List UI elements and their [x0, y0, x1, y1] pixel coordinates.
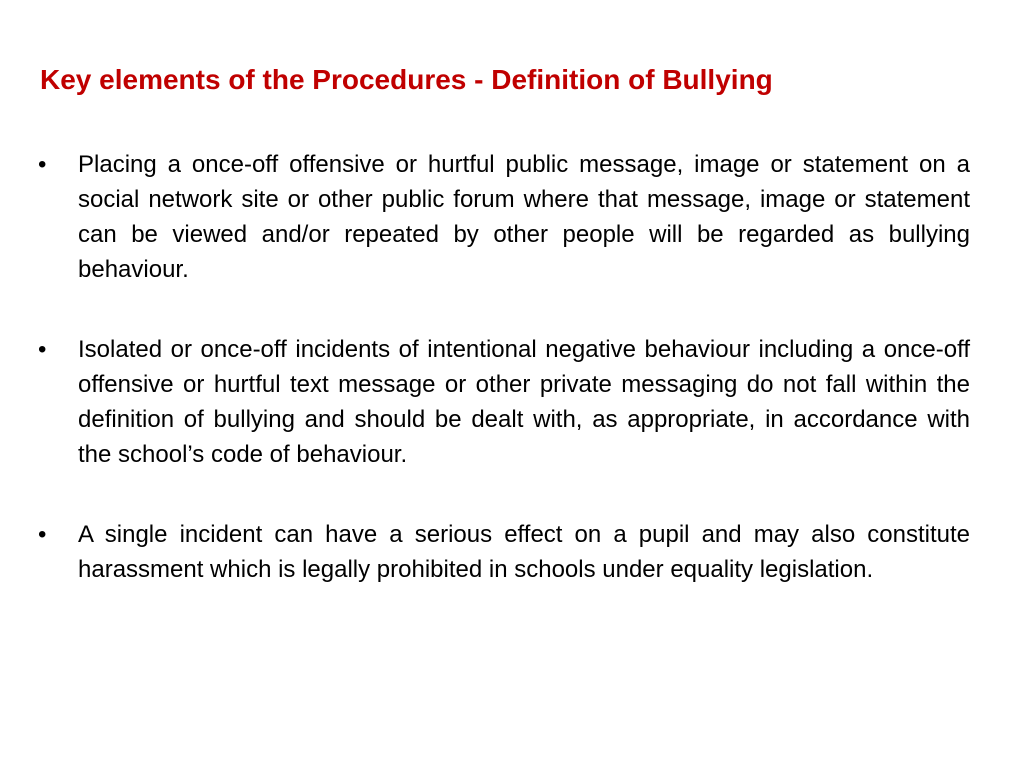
bullet-item [38, 147, 970, 287]
bullet-list [38, 147, 970, 587]
bullet-item [38, 332, 970, 472]
bullet-dot-icon: • [38, 151, 47, 178]
bullet-item [38, 517, 970, 587]
bullet-dot-icon: • [38, 521, 47, 548]
bullet-dot-icon: • [38, 336, 47, 363]
slide-title: Key elements of the Procedures - Definition of Bullying [40, 64, 773, 95]
bullet-text: Placing a once-off offensive or hurtful public message, image or statement on a social network site or other public forum where that message, image or statement can be viewed and/or repeated by other people will be regarded as bullying behaviour. [78, 151, 970, 283]
bullet-text: Isolated or once-off incidents of intentional negative behaviour including a once-off offensive or hurtful text message or other private messaging do not fall within the definition of bullying and should be dealt with, as appropriate, in accordance with the school’s code of behaviour. [78, 336, 970, 468]
bullet-text: A single incident can have a serious effect on a pupil and may also constitute harassment which is legally prohibited in schools under equality legislation. [78, 521, 970, 583]
